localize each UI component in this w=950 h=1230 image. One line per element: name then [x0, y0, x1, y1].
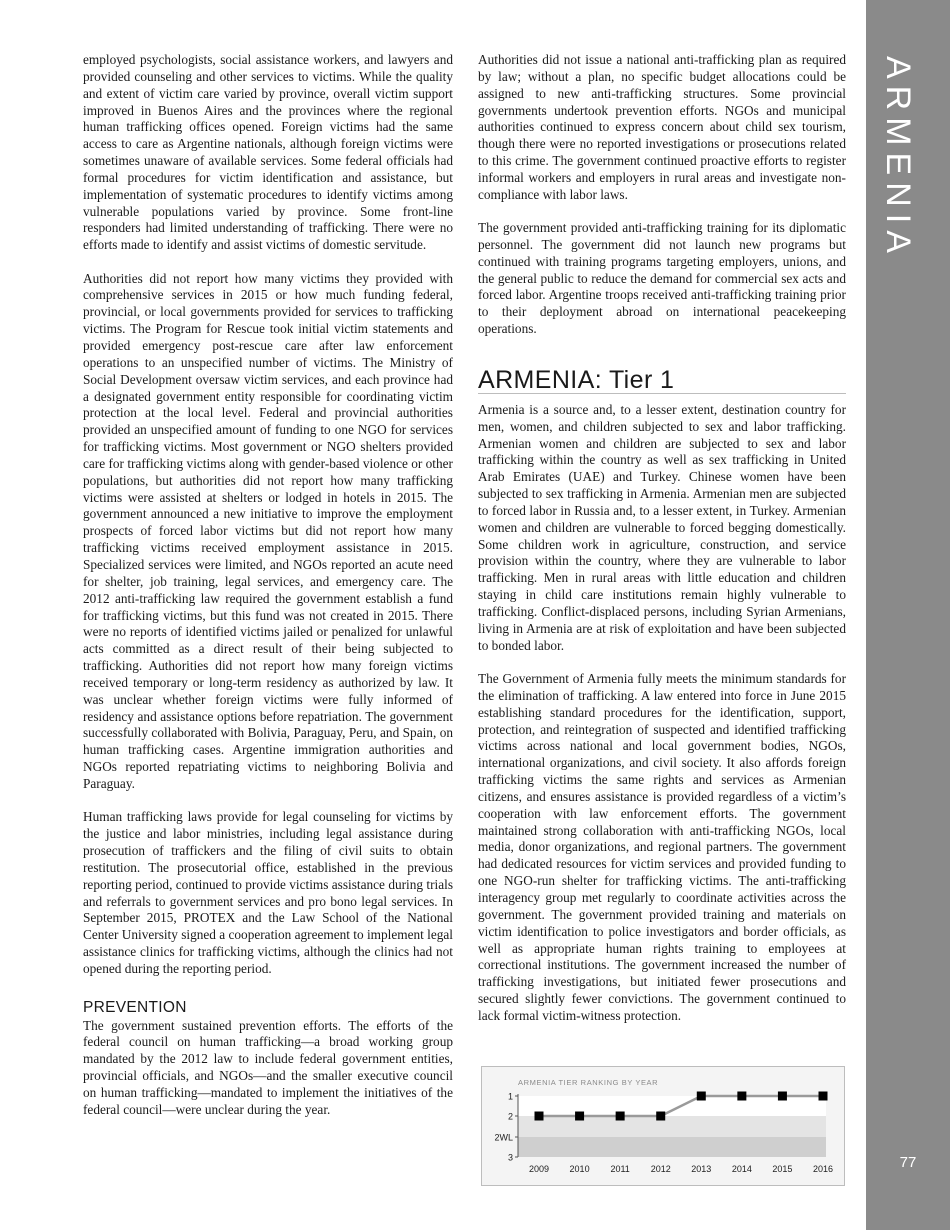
y-tick-label: 1 — [507, 1091, 513, 1102]
tier-band — [518, 1137, 826, 1157]
prevention-heading: PREVENTION — [83, 998, 187, 1016]
sidebar — [866, 0, 950, 1230]
tier-ranking-chart — [481, 1066, 845, 1186]
y-tick-label: 2WL — [494, 1132, 513, 1143]
paragraph: employed psychologists, social assistance workers, and lawyers and provided counseling and other services to victims. While the quality and extent of victim care varied by province, overall victim support improved in Buenos Aires and the provinces where the regional human trafficking offices opened. Foreign victims had the same access to care as Argentine nationals, although foreign victims were sometimes unaware of available services. Some federal officials had formal procedures for victim identification and assistance, but implementation of systematic procedures to identify victims among vulnerable populations varied by province. Some front-line responders had limited understanding of trafficking. There were no efforts made to identify and assist victims of domestic servitude. — [83, 52, 453, 253]
data-point — [656, 1112, 665, 1121]
paragraph: The government provided anti-trafficking training for its diplomatic personnel. The government did not launch new programs but continued with training programs targeting employers, unions, and the general public to reduce the demand for commercial sex acts and forced labor. Argentine troops received anti-trafficking training prior to their deployment abroad on international peacekeeping operations. — [478, 220, 846, 337]
paragraph: Authorities did not report how many victims they provided with comprehensive services in 2015 or how much funding federal, provincial, or local governments provided for services to trafficking victims. The Program for Rescue took initial victim statements and provided emergency post-rescue care after law enforcement operations to an unspecified number of victims. The Ministry of Social Development oversaw victim services, and each province had a designated government entity responsible for coordinating victim protection at the local level. Federal and provincial authorities provided an unspecified amount of funding to one NGO for services for trafficking victims. Most government or NGO shelters provided care for trafficking victims along with gender-based violence or other populations, but authorities did not report how many trafficking victims were assisted at shelters or lodged in hotels in 2015. The government announced a new initiative to improve the employment prospects of forced labor victims but did not report how many trafficking victims received employment assistance in 2015. Specialized services were limited, and NGOs reported an acute need for shelter, job training, legal services, and emergency care. The 2012 anti-trafficking law required the government establish a fund for trafficking victims, but this fund was not created in 2015. There were no reports of identified victims jailed or penalized for unlawful acts committed as a direct result of their being subjected to trafficking. Authorities did not report how many foreign victims received temporary or long-term residency as authorized by law. It was unclear whether foreign victims were fully informed of residency and assistance options before repatriation. The government successfully collaborated with Bolivia, Paraguay, Peru, and Spain, on human trafficking cases. Argentine immigration authorities and NGOs reported repatriating victims to neighboring Bolivia and Paraguay. — [83, 270, 453, 791]
right-column — [478, 52, 846, 1041]
x-tick-label: 2012 — [650, 1164, 671, 1174]
paragraph: The government sustained prevention efforts. The efforts of the federal council on human trafficking—a broad working group mandated by the 2012 law to include federal government entities, provincial officials, and NGOs—and the smaller executive council on human trafficking—mandated to implement the initiatives of the federal council—were unclear during the year. — [83, 1017, 453, 1117]
data-point — [535, 1112, 544, 1121]
tier-ranking-chart-svg — [482, 1067, 844, 1185]
x-tick-label: 2013 — [691, 1164, 712, 1174]
x-tick-label: 2009 — [528, 1164, 550, 1174]
paragraph: The Government of Armenia fully meets the minimum standards for the elimination of trafficking. A law entered into force in June 2015 establishing standard procedures for the identification, support, protection, and reintegration of suspected and identified trafficking victims across national and local government bodies, NGOs, international organizations, and civil society. It also affords foreign trafficking victims the same rights and services as Armenian citizens, and ensures assistance is provided regardless of a victim’s cooperation with law enforcement efforts. The government maintained strong collaboration with anti-trafficking NGOs, local media, donor organizations, and regional partners. The government had dedicated resources for victim services and provided funding to one NGO-run shelter for trafficking victims. The anti-trafficking interagency group met regularly to coordinate activities across the government. The government provided training and materials on victim identification to police investigators and border officials, as well as appropriate human rights training to employees at correctional institutions. The government increased the number of trafficking investigations, but initiated fewer prosecutions and secured slightly fewer convictions. The government continued to lack formal victim-witness protection. — [478, 671, 846, 1023]
x-tick-label: 2016 — [812, 1164, 834, 1174]
left-column — [83, 52, 453, 1135]
tier-band — [518, 1116, 826, 1137]
x-tick-label: 2011 — [610, 1164, 630, 1174]
data-point — [737, 1092, 746, 1101]
y-tick-label: 2 — [507, 1111, 513, 1122]
page-number: 77 — [899, 1154, 917, 1171]
y-tick-label: 3 — [507, 1152, 513, 1163]
paragraph: Human trafficking laws provide for legal counseling for victims by the justice and labor ministries, including legal assistance during prosecution of traffickers and the filing of civil suits to obtain restitution. The prosecutorial office, established in the previous reporting period, continued to provide victims assistance during trials and referrals to government services and pro bono legal services. In September 2015, PROTEX and the Law School of the National Center University signed a cooperation agreement to implement legal assistance clinics for trafficking victims, although the clinics had not opened during the reporting period. — [83, 809, 453, 976]
paragraph: Authorities did not issue a national anti-trafficking plan as required by law; without a plan, no specific budget allocations could be assigned to new anti-trafficking structures. Some provincial governments undertook prevention efforts. NGOs and municipal authorities continued to express concern about child sex tourism, though there were no reported investigations or prosecutions related to this crime. The government continued proactive efforts to register informal workers and employers in rural areas and investigate non-compliance with labor laws. — [478, 52, 846, 202]
data-point — [616, 1112, 625, 1121]
data-point — [697, 1092, 706, 1101]
paragraph: Armenia is a source and, to a lesser extent, destination country for men, women, and children subjected to sex and labor trafficking. Armenian women and children are subjected to sex and labor trafficking within the country as well as sex trafficking in United Arab Emirates (UAE) and Turkey. Chinese women have been subjected to sex trafficking in Armenia. Armenian men are subjected to forced labor in Russia and, to a lesser extent, in Turkey. Armenian women and children are vulnerable to forced begging domestically. Some children work in agriculture, construction, and service provision within the country, where they are vulnerable to labor trafficking. Men in rural areas with little education and children staying in child care institutions remain highly vulnerable to trafficking. Conflict-displaced persons, including Syrian Armenians, living in Armenia are at risk of exploitation and have been subjected to bonded labor. — [478, 401, 846, 653]
x-tick-label: 2014 — [731, 1164, 752, 1174]
data-point — [778, 1092, 787, 1101]
x-tick-label: 2015 — [772, 1164, 793, 1174]
data-point — [575, 1112, 584, 1121]
country-label: ARMENIA — [879, 56, 917, 260]
country-heading: ARMENIA: Tier 1 — [478, 372, 846, 394]
x-tick-label: 2010 — [569, 1164, 590, 1174]
data-point — [819, 1092, 828, 1101]
chart-title: ARMENIA TIER RANKING BY YEAR — [518, 1078, 659, 1087]
